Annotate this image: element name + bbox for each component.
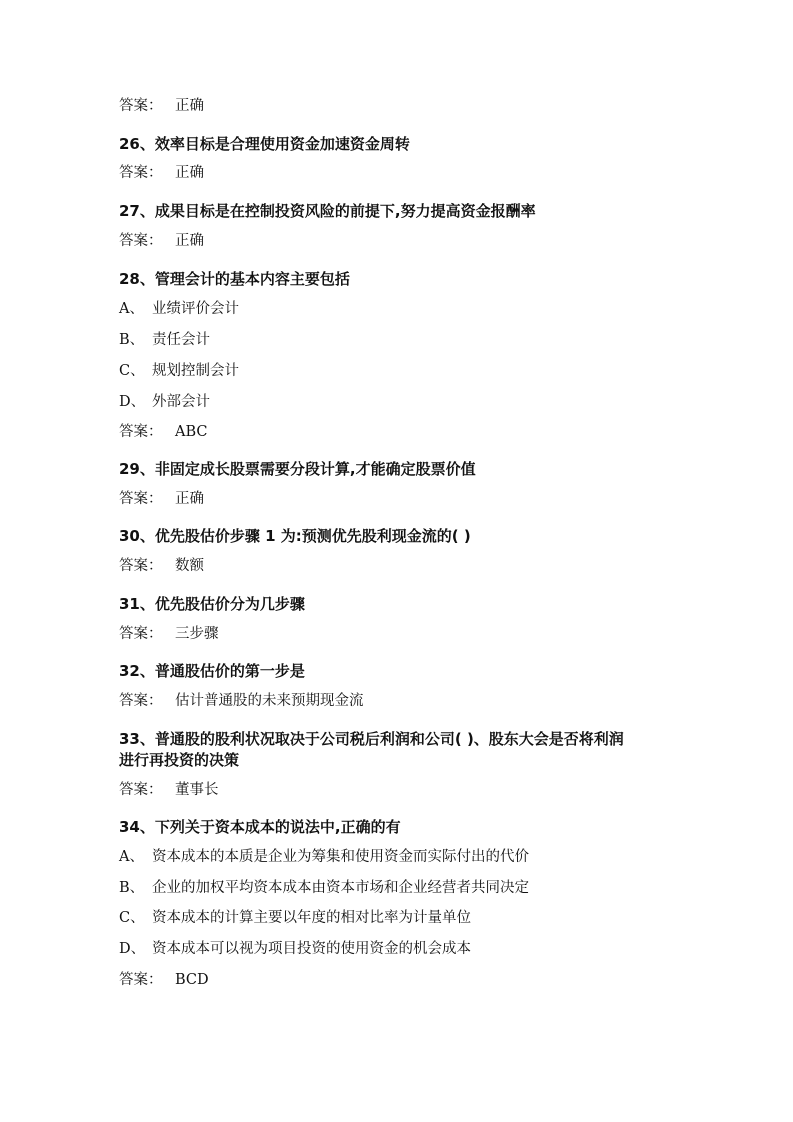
answer-q25 xyxy=(119,95,679,117)
answer-label: 答案： xyxy=(119,98,163,114)
option-text: 资本成本可以视为项目投资的使用资金的机会成本 xyxy=(152,941,471,957)
option-text: 责任会计 xyxy=(152,332,210,348)
option-key: A、 xyxy=(119,301,144,317)
option-key: C、 xyxy=(119,910,145,926)
answer-value: 正确 xyxy=(175,98,204,114)
question-28-title: 28、管理会计的基本内容主要包括 xyxy=(119,270,350,288)
answer-value: BCD xyxy=(175,972,209,988)
question-34-option-b xyxy=(119,877,679,899)
option-key: B、 xyxy=(119,332,145,348)
answer-value: 数额 xyxy=(175,558,204,574)
answer-value: 三步骤 xyxy=(175,626,219,642)
question-32-title: 32、普通股估价的第一步是 xyxy=(119,662,305,680)
answer-value: 正确 xyxy=(175,491,204,507)
question-34-title: 34、下列关于资本成本的说法中,正确的有 xyxy=(119,818,401,836)
answer-label: 答案： xyxy=(119,972,163,988)
question-28-option-a xyxy=(119,298,679,320)
answer-q27 xyxy=(119,230,679,252)
answer-q26 xyxy=(119,162,679,184)
option-key: A、 xyxy=(119,849,144,865)
answer-q28 xyxy=(119,421,679,443)
answer-q30 xyxy=(119,555,679,577)
answer-label: 答案： xyxy=(119,165,163,181)
answer-q32 xyxy=(119,690,679,712)
question-29-title: 29、非固定成长股票需要分段计算,才能确定股票价值 xyxy=(119,460,476,478)
answer-label: 答案： xyxy=(119,233,163,249)
option-key: D、 xyxy=(119,941,146,957)
question-26-title: 26、效率目标是合理使用资金加速资金周转 xyxy=(119,135,410,153)
option-text: 业绩评价会计 xyxy=(152,301,239,317)
option-text: 规划控制会计 xyxy=(152,363,239,379)
question-31-title: 31、优先股估价分为几步骤 xyxy=(119,595,305,613)
answer-value: ABC xyxy=(175,424,208,440)
answer-value: 估计普通股的未来预期现金流 xyxy=(175,693,364,709)
question-28-option-b xyxy=(119,329,679,351)
question-33-title-line1: 33、普通股的股利状况取决于公司税后利润和公司( )、股东大会是否将利润 xyxy=(119,730,624,748)
answer-value: 董事长 xyxy=(175,782,219,798)
answer-q31 xyxy=(119,623,679,645)
question-30-title: 30、优先股估价步骤 1 为:预测优先股利现金流的( ) xyxy=(119,527,471,545)
option-key: B、 xyxy=(119,880,145,896)
option-text: 资本成本的本质是企业为筹集和使用资金而实际付出的代价 xyxy=(152,849,529,865)
option-key: D、 xyxy=(119,394,146,410)
answer-value: 正确 xyxy=(175,233,204,249)
option-key: C、 xyxy=(119,363,145,379)
answer-label: 答案： xyxy=(119,424,163,440)
question-27-title: 27、成果目标是在控制投资风险的前提下,努力提高资金报酬率 xyxy=(119,202,536,220)
answer-q29 xyxy=(119,488,679,510)
question-34-option-c xyxy=(119,907,679,929)
answer-label: 答案： xyxy=(119,558,163,574)
answer-value: 正确 xyxy=(175,165,204,181)
question-34-option-a xyxy=(119,846,679,868)
question-34-option-d xyxy=(119,938,679,960)
question-28-option-d xyxy=(119,391,679,413)
question-33-title-line2: 进行再投资的决策 xyxy=(119,751,240,769)
answer-q33 xyxy=(119,779,679,801)
answer-label: 答案： xyxy=(119,782,163,798)
option-text: 外部会计 xyxy=(152,394,210,410)
answer-q34 xyxy=(119,969,679,991)
answer-label: 答案： xyxy=(119,626,163,642)
answer-label: 答案： xyxy=(119,491,163,507)
question-28-option-c xyxy=(119,360,679,382)
option-text: 资本成本的计算主要以年度的相对比率为计量单位 xyxy=(152,910,471,926)
option-text: 企业的加权平均资本成本由资本市场和企业经营者共同决定 xyxy=(152,880,529,896)
answer-label: 答案： xyxy=(119,693,163,709)
